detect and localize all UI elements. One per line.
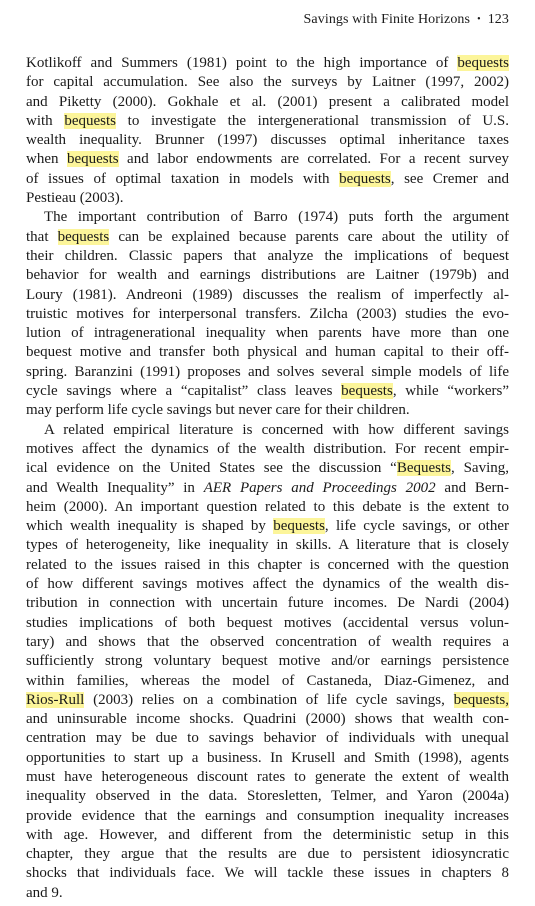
text-run: (2003) relies on a combination of life cycle savings, [84,691,454,708]
text-line [26,826,509,845]
text-line [26,150,509,169]
text-run: of issues of optimal taxation in models with [26,170,340,187]
text-run: , see Cremer and [390,170,509,187]
text-line [26,749,509,768]
text-run: and Bern- [435,479,510,496]
running-head-separator: • [477,14,481,25]
text-run: heim (2000). An important question related to this debate is the extent to [26,498,509,515]
text-line [26,614,509,633]
text-line [26,382,509,401]
text-run: tribution in connection with uncertain future incomes. De Nardi (2004) [26,595,509,612]
text-run: shocks that individuals face. We will tackle these issues in chapters 8 [26,865,509,882]
highlighted-term: bequests [273,518,325,535]
text-run: and Wealth Inequality” in [26,479,204,496]
text-run: , life cycle savings, or other [324,518,509,535]
text-run: The important contribution of Barro (1974) puts forth the argument [44,209,509,226]
text-run: may perform life cycle savings but never care for their children. [26,402,410,419]
text-line [26,440,509,459]
highlighted-term: Bequests [396,460,452,477]
running-head-title: Savings with Finite Horizons [303,12,471,27]
text-run: motives affect the dynamics of the wealth distribution. For recent empir- [26,440,509,457]
text-run: and labor endowments are correlated. For a recent survey [118,151,509,168]
text-line [26,884,509,903]
text-line [26,556,509,575]
text-run: behavior for wealth and earnings distributions are Laitner (1979b) and [26,267,509,284]
text-run: of how different savings motives affect the dynamics of the wealth dis- [26,576,509,593]
text-line [26,73,509,92]
text-line [26,363,509,382]
highlighted-term: bequests [457,55,509,71]
text-line [26,845,509,864]
paragraph [26,208,509,420]
text-line [26,93,509,112]
text-run: wealth inequality. Brunner (1997) discusses optimal inheritance taxes [26,132,509,149]
text-run: Pestieau (2003). [26,190,124,207]
text-run: and Piketty (2000). Gokhale et al. (2001) present a calibrated model [26,93,509,110]
text-line [26,479,509,498]
text-run: sufficiently strong voluntary bequest motive and/or earnings persistence [26,653,509,670]
text-line [26,787,509,806]
text-run: opportunities to start up a business. In Krusell and Smith (1998), agents [26,749,509,766]
text-run: ical evidence on the United States see the discussion “ [26,460,397,477]
text-line [26,189,509,208]
running-head [304,12,509,28]
text-line [26,633,509,652]
highlighted-term: Rios-Rull [26,691,85,708]
text-line [26,228,509,247]
text-run: within families, whereas the model of Castaneda, Diaz-Gimenez, and [26,672,509,689]
text-line [26,710,509,729]
text-line [26,459,509,478]
highlighted-term: bequests [341,383,393,400]
text-line [26,536,509,555]
text-run: lution of intragenerational inequality when parents have more than one [26,325,509,342]
text-run: must have heterogeneous discount rates to generate the extent of wealth [26,768,509,785]
text-line [26,594,509,613]
text-line [26,807,509,826]
text-run: spring. Baranzini (1991) proposes and solves several simple models of life [26,363,509,380]
text-run: that [26,228,58,245]
text-run: with age. However, and different from the deterministic setup in this [26,826,509,843]
text-run: when [26,151,67,168]
text-line [26,768,509,787]
text-line [26,247,509,266]
text-line [26,286,509,305]
text-line [26,112,509,131]
text-run: their children. Classic papers that analyze the implications of bequest [26,247,509,264]
text-line [26,672,509,691]
text-line [26,575,509,594]
text-run: tary) and shows that the observed concentration of wealth requires a [26,633,509,650]
body-text [26,54,509,903]
text-run: chapter, they argue that the results are due to persistent idiosyncratic [26,846,509,863]
paragraph [26,421,509,903]
highlighted-term: bequests [57,228,110,245]
page-number: 123 [487,12,509,27]
italic-title: AER Papers and Proceedings 2002 [203,479,436,496]
text-run: and 9. [26,884,63,901]
text-line [26,343,509,362]
text-run: with [26,112,65,129]
text-run: Kotlikoff and Summers (1981) point to the high importance of [26,55,458,71]
text-run: inequality observed in the data. Storesletten, Telmer, and Yaron (2004a) [26,788,509,805]
text-run: cycle savings where a “capitalist” class leaves [26,383,342,400]
text-run: provide evidence that the earnings and consumption inequality increases [26,807,509,824]
highlighted-term: bequests, [453,691,509,708]
paragraph [26,54,509,208]
text-line [26,131,509,150]
text-line [26,498,509,517]
text-line [26,305,509,324]
text-line [26,729,509,748]
text-line [26,266,509,285]
text-run: A related empirical literature is concerned with how different savings [44,421,509,438]
text-line [26,864,509,883]
text-run: related to the issues raised in this chapter is concerned with the question [26,556,509,573]
text-run: which wealth inequality is shaped by [26,518,274,535]
text-line [26,54,509,73]
highlighted-term: bequests [66,151,119,168]
text-line [26,421,509,440]
text-run: and uninsurable income shocks. Quadrini (2000) shows that wealth con- [26,711,509,728]
text-line [26,324,509,343]
highlighted-term: bequests [339,170,391,187]
text-run: bequest motive and transfer both physical and human capital to their off- [26,344,509,361]
text-line [26,170,509,189]
text-run: types of heterogeneity, like inequality in skills. A literature that is closely [26,537,509,554]
text-line [26,401,509,420]
text-run: , Saving, [451,460,509,477]
text-line [26,691,509,710]
text-run: for capital accumulation. See also the surveys by Laitner (1997, 2002) [26,74,509,91]
text-run: can be explained because parents care about the utility of [109,228,509,245]
text-run: centration may be due to savings behavior of individuals with unequal [26,730,509,747]
text-run: studies implications of both bequest motives (accidental versus volun- [26,614,509,631]
text-run: Loury (1981). Andreoni (1989) discusses the realism of imperfectly al- [26,286,509,303]
highlighted-term: bequests [64,112,117,129]
text-line [26,517,509,536]
text-run: truistic motives for interpersonal transfers. Zilcha (2003) studies the evo- [26,305,509,322]
text-line [26,208,509,227]
text-run: to investigate the intergenerational transmission of U.S. [116,112,510,129]
text-run: , while “workers” [392,383,509,400]
text-line [26,652,509,671]
